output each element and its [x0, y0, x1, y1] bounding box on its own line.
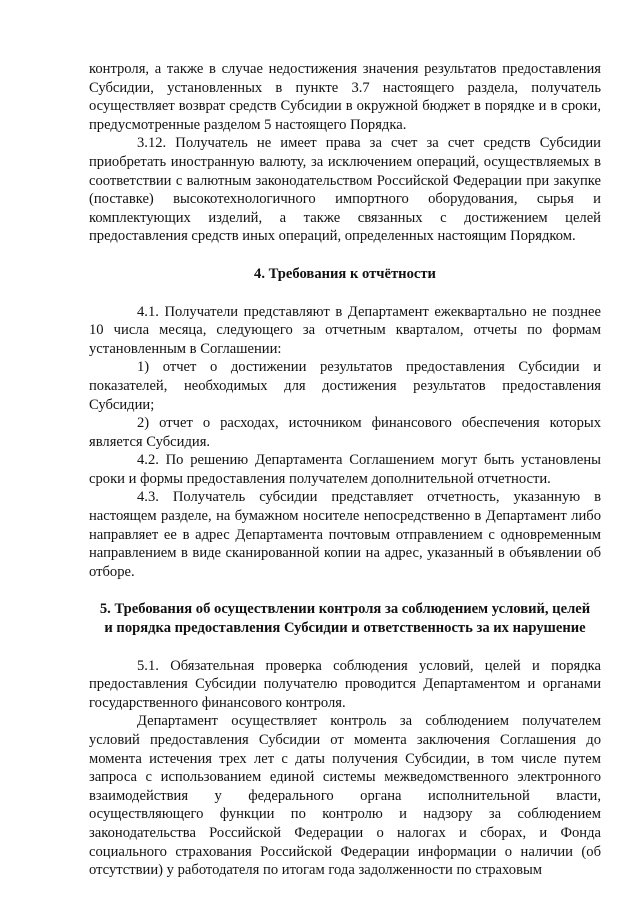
- document-body: [89, 60, 601, 880]
- paragraph-4-1: 4.1. Получатели представляют в Департамент ежеквартально не позднее 10 числа месяца, следующего за отчетным кварталом, отчеты по формам установленным в Соглашении:: [89, 303, 601, 357]
- paragraph-continuation: контроля, а также в случае недостижения значения результатов предоставления Субсидии, установленных в пункте 3.7 настоящего раздела, получатель осуществляет возврат средств Субсидии в окружной бюджет в порядке и в сроки, предусмотренные разделом 5 настоящего Порядка.: [89, 61, 601, 133]
- paragraph-4-2: 4.2. По решению Департамента Соглашением могут быть установлены сроки и формы предоставления получателем дополнительной отчетности.: [89, 452, 601, 487]
- paragraph-5-1-control: Департамент осуществляет контроль за соблюдением получателем условий предоставления Субсидии от момента заключения Соглашения до момента истечения трех лет с даты получения Субсидии, в том числе путем запроса с использованием единой системы межведомственного электронного взаимодействия у федерального органа исполнительной власти, осуществляющего функции по контролю и надзору за соблюдением законодательства Российской Федерации о налогах и сборах, и Фонда социального страхования Российской Федерации информации о наличии (об отсутствии) у работодателя по итогам года задолженности по страховым: [89, 713, 601, 879]
- paragraph-4-1-item-1: 1) отчет о достижении результатов предоставления Субсидии и показателей, необходимых для достижения результатов предоставления Субсидии;: [89, 359, 601, 413]
- paragraph-3-12: 3.12. Получатель не имеет права за счет за счет средств Субсидии приобретать иностранную валюту, за исключением операций, осуществляемых в соответствии с валютным законодательством Российской Федерации при закупке (поставке) высокотехнологичного импортного оборудования, сырья и комплектующих изделий, а также связанных с достижением целей предоставления средств иных операций, определенных настоящим Порядком.: [89, 135, 601, 245]
- paragraph-4-3: 4.3. Получатель субсидии представляет отчетность, указанную в настоящем разделе, на бумажном носителе непосредственно в Департамент либо направляет ее в адрес Департамента почтовым отправлением с одновременным направлением в виде сканированной копии на адрес, указанный в объявлении об отборе.: [89, 489, 601, 580]
- paragraph-5-1: 5.1. Обязательная проверка соблюдения условий, целей и порядка предоставления Субсидии получателю проводится Департаментом и органами государственного финансового контроля.: [89, 657, 601, 711]
- section-4-heading: 4. Требования к отчётности: [254, 265, 436, 282]
- paragraph-4-1-item-2: 2) отчет о расходах, источником финансового обеспечения которых является Субсидия.: [89, 415, 601, 450]
- section-5-heading-line-1: 5. Требования об осуществлении контроля за соблюдением условий, целей: [99, 601, 591, 618]
- section-5-heading: [89, 600, 601, 637]
- section-5-heading-line-2: и порядка предоставления Субсидии и ответственность за их нарушение: [104, 620, 586, 637]
